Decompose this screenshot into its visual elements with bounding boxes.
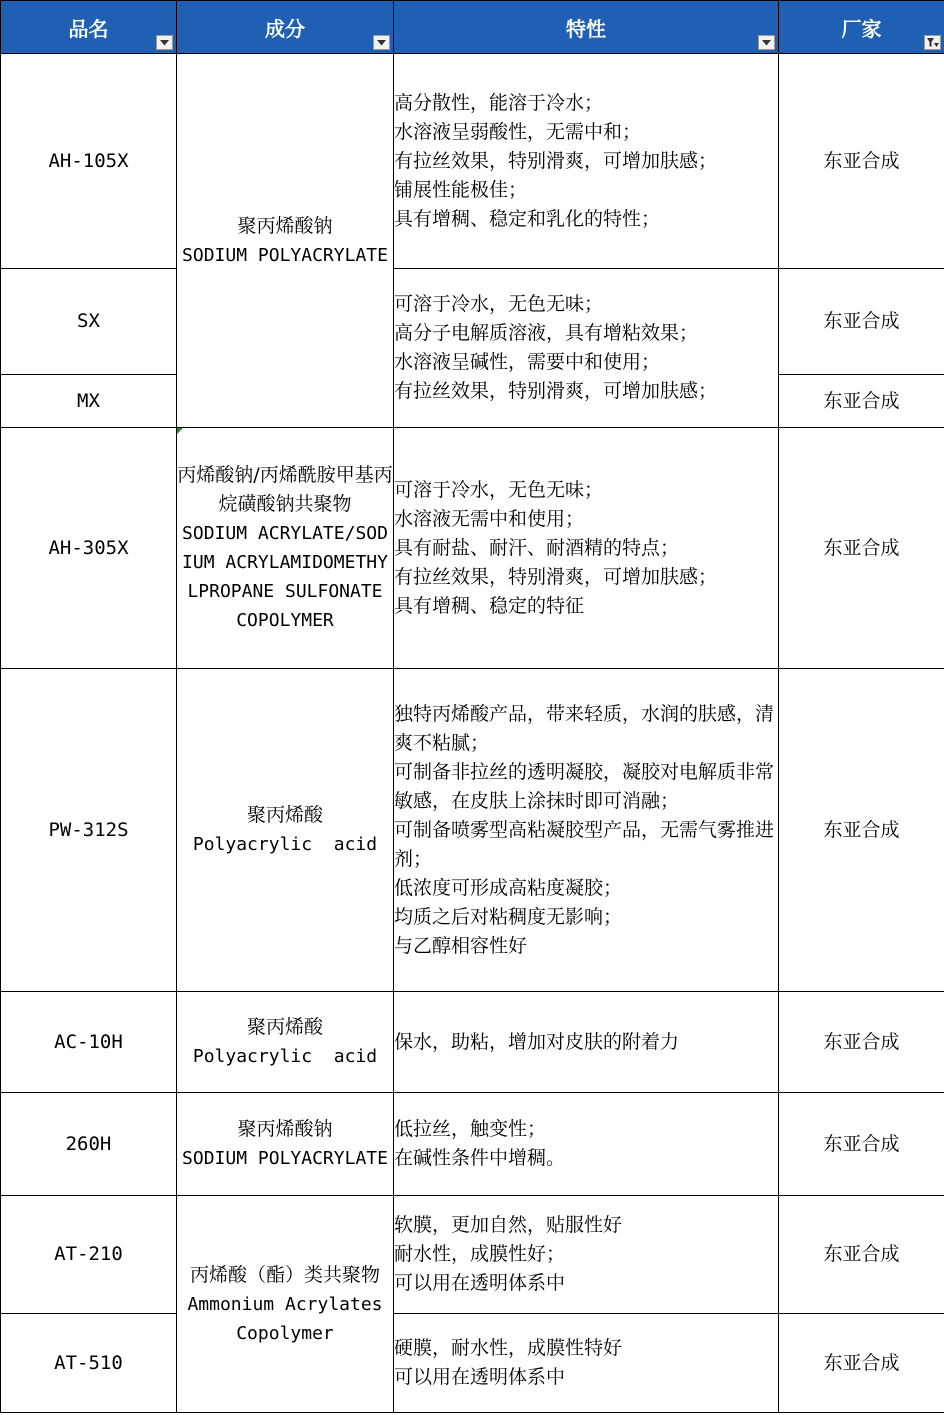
maker-cell[interactable]: 东亚合成 xyxy=(779,54,944,269)
composition-en: SODIUM POLYACRYLATE xyxy=(182,244,388,266)
composition-cn: 丙烯酸（酯）类共聚物 xyxy=(189,1263,380,1286)
property-line: 可溶于冷水，无色无味； xyxy=(394,478,604,501)
property-line: 水溶液呈弱酸性，无需中和； xyxy=(394,120,642,143)
product-name[interactable]: AH-305X xyxy=(1,428,177,669)
property-line: 高分子电解质溶液，具有增粘效果； xyxy=(394,322,699,344)
filter-icon xyxy=(927,38,939,48)
composition-en: Ammonium Acrylates Copolymer xyxy=(187,1293,383,1344)
composition-en: Polyacrylic acid xyxy=(192,1046,378,1067)
property-line: 具有耐盐、耐汗、耐酒精的特点； xyxy=(394,536,680,559)
composition-cn: 聚丙烯酸钠 xyxy=(237,214,333,237)
product-name[interactable]: AT-210 xyxy=(1,1196,177,1314)
product-name[interactable]: AH-105X xyxy=(1,54,177,269)
properties-cell[interactable] xyxy=(394,54,779,269)
property-line: 均质之后对粘稠度无影响； xyxy=(394,905,623,928)
property-line: 可制备喷雾型高粘凝胶型产品，无需气雾推进剂； xyxy=(394,818,775,870)
chevron-down-icon xyxy=(762,40,771,46)
composition-en: SODIUM POLYACRYLATE xyxy=(182,1148,388,1169)
properties-cell[interactable] xyxy=(394,428,779,669)
chevron-down-icon xyxy=(377,40,386,46)
property-line: 有拉丝效果，特别滑爽，可增加肤感； xyxy=(394,380,718,402)
composition-cell[interactable] xyxy=(177,54,394,428)
header-properties xyxy=(394,1,779,54)
property-line: 耐水性，成膜性好； xyxy=(394,1243,566,1265)
properties-cell[interactable] xyxy=(394,269,779,428)
properties-cell[interactable] xyxy=(394,1196,779,1314)
composition-cell[interactable] xyxy=(177,992,394,1093)
property-line: 软膜，更加自然，贴服性好 xyxy=(394,1214,623,1236)
properties-cell[interactable] xyxy=(394,1314,779,1413)
composition-cell[interactable] xyxy=(177,1196,394,1413)
property-line: 有拉丝效果，特别滑爽，可增加肤感； xyxy=(394,565,718,588)
table-row xyxy=(1,992,944,1093)
filter-dropdown-button-composition[interactable] xyxy=(373,35,390,50)
property-line: 低浓度可形成高粘度凝胶； xyxy=(394,876,623,899)
filter-dropdown-button-name[interactable] xyxy=(156,35,173,50)
composition-cn: 聚丙烯酸 xyxy=(246,1016,323,1038)
header-properties-label: 特性 xyxy=(566,16,606,41)
header-composition-label: 成分 xyxy=(265,16,305,41)
maker-cell[interactable]: 东亚合成 xyxy=(779,1314,944,1413)
chevron-down-icon xyxy=(160,40,169,46)
comment-marker xyxy=(177,428,183,434)
maker-cell[interactable]: 东亚合成 xyxy=(779,375,944,428)
header-maker-label: 厂家 xyxy=(841,16,882,41)
header-composition xyxy=(177,1,394,54)
property-line: 在碱性条件中增稠。 xyxy=(394,1147,566,1169)
property-line: 铺展性能极佳； xyxy=(394,178,528,201)
composition-cell[interactable] xyxy=(177,669,394,992)
property-line: 硬膜，耐水性，成膜性特好 xyxy=(394,1337,623,1359)
property-line: 有拉丝效果，特别滑爽，可增加肤感； xyxy=(394,149,718,172)
property-line: 低拉丝，触变性； xyxy=(394,1118,547,1140)
property-line: 可制备非拉丝的透明凝胶，凝胶对电解质非常敏感，在皮肤上涂抹时即可消融； xyxy=(394,760,775,812)
maker-cell[interactable]: 东亚合成 xyxy=(779,1196,944,1314)
table-row xyxy=(1,1093,944,1196)
product-name[interactable]: PW-312S xyxy=(1,669,177,992)
property-line: 与乙醇相容性好 xyxy=(394,934,528,957)
properties-cell[interactable] xyxy=(394,1093,779,1196)
header-name xyxy=(1,1,177,54)
composition-cn: 丙烯酸钠/丙烯酰胺甲基丙烷磺酸钠共聚物 xyxy=(177,464,393,515)
property-line: 可溶于冷水，无色无味； xyxy=(394,293,604,315)
property-line: 高分散性，能溶于冷水； xyxy=(394,91,604,114)
filter-active-button-maker[interactable] xyxy=(924,35,941,50)
composition-cell[interactable] xyxy=(177,428,394,669)
maker-cell[interactable]: 东亚合成 xyxy=(779,669,944,992)
table-row xyxy=(1,428,944,669)
table-row xyxy=(1,1314,944,1413)
composition-en: SODIUM ACRYLATE/SODIUM ACRYLAMIDOMETHYLPROPANE SULFONATE COPOLYMER xyxy=(182,523,388,631)
maker-cell[interactable]: 东亚合成 xyxy=(779,992,944,1093)
properties-cell[interactable] xyxy=(394,992,779,1093)
table-row xyxy=(1,54,944,269)
composition-en: Polyacrylic acid xyxy=(192,834,378,855)
composition-cell[interactable] xyxy=(177,1093,394,1196)
composition-cn: 聚丙烯酸钠 xyxy=(237,1118,333,1140)
table-row xyxy=(1,1196,944,1314)
product-name[interactable]: 260H xyxy=(1,1093,177,1196)
product-name[interactable]: AC-10H xyxy=(1,992,177,1093)
table-row xyxy=(1,669,944,992)
property-line: 具有增稠、稳定和乳化的特性； xyxy=(394,207,661,230)
property-line: 水溶液无需中和使用； xyxy=(394,507,585,530)
header-name-label: 品名 xyxy=(68,16,109,41)
composition-cn: 聚丙烯酸 xyxy=(246,804,323,826)
property-line: 可以用在透明体系中 xyxy=(394,1366,566,1388)
table-row xyxy=(1,269,944,375)
property-line: 具有增稠、稳定的特征 xyxy=(394,594,585,617)
header-maker xyxy=(779,1,944,54)
filter-dropdown-button-properties[interactable] xyxy=(758,35,775,50)
product-name[interactable]: AT-510 xyxy=(1,1314,177,1413)
header-row xyxy=(1,1,944,54)
property-line: 可以用在透明体系中 xyxy=(394,1272,566,1294)
property-line: 保水，助粘，增加对皮肤的附着力 xyxy=(394,1030,680,1053)
maker-cell[interactable]: 东亚合成 xyxy=(779,1093,944,1196)
maker-cell[interactable]: 东亚合成 xyxy=(779,269,944,375)
maker-cell[interactable]: 东亚合成 xyxy=(779,428,944,669)
property-line: 独特丙烯酸产品，带来轻质，水润的肤感，清爽不粘腻； xyxy=(394,702,775,754)
property-line: 水溶液呈碱性，需要中和使用； xyxy=(394,351,661,373)
product-name[interactable]: SX xyxy=(1,269,177,375)
properties-cell[interactable] xyxy=(394,669,779,992)
product-name[interactable]: MX xyxy=(1,375,177,428)
